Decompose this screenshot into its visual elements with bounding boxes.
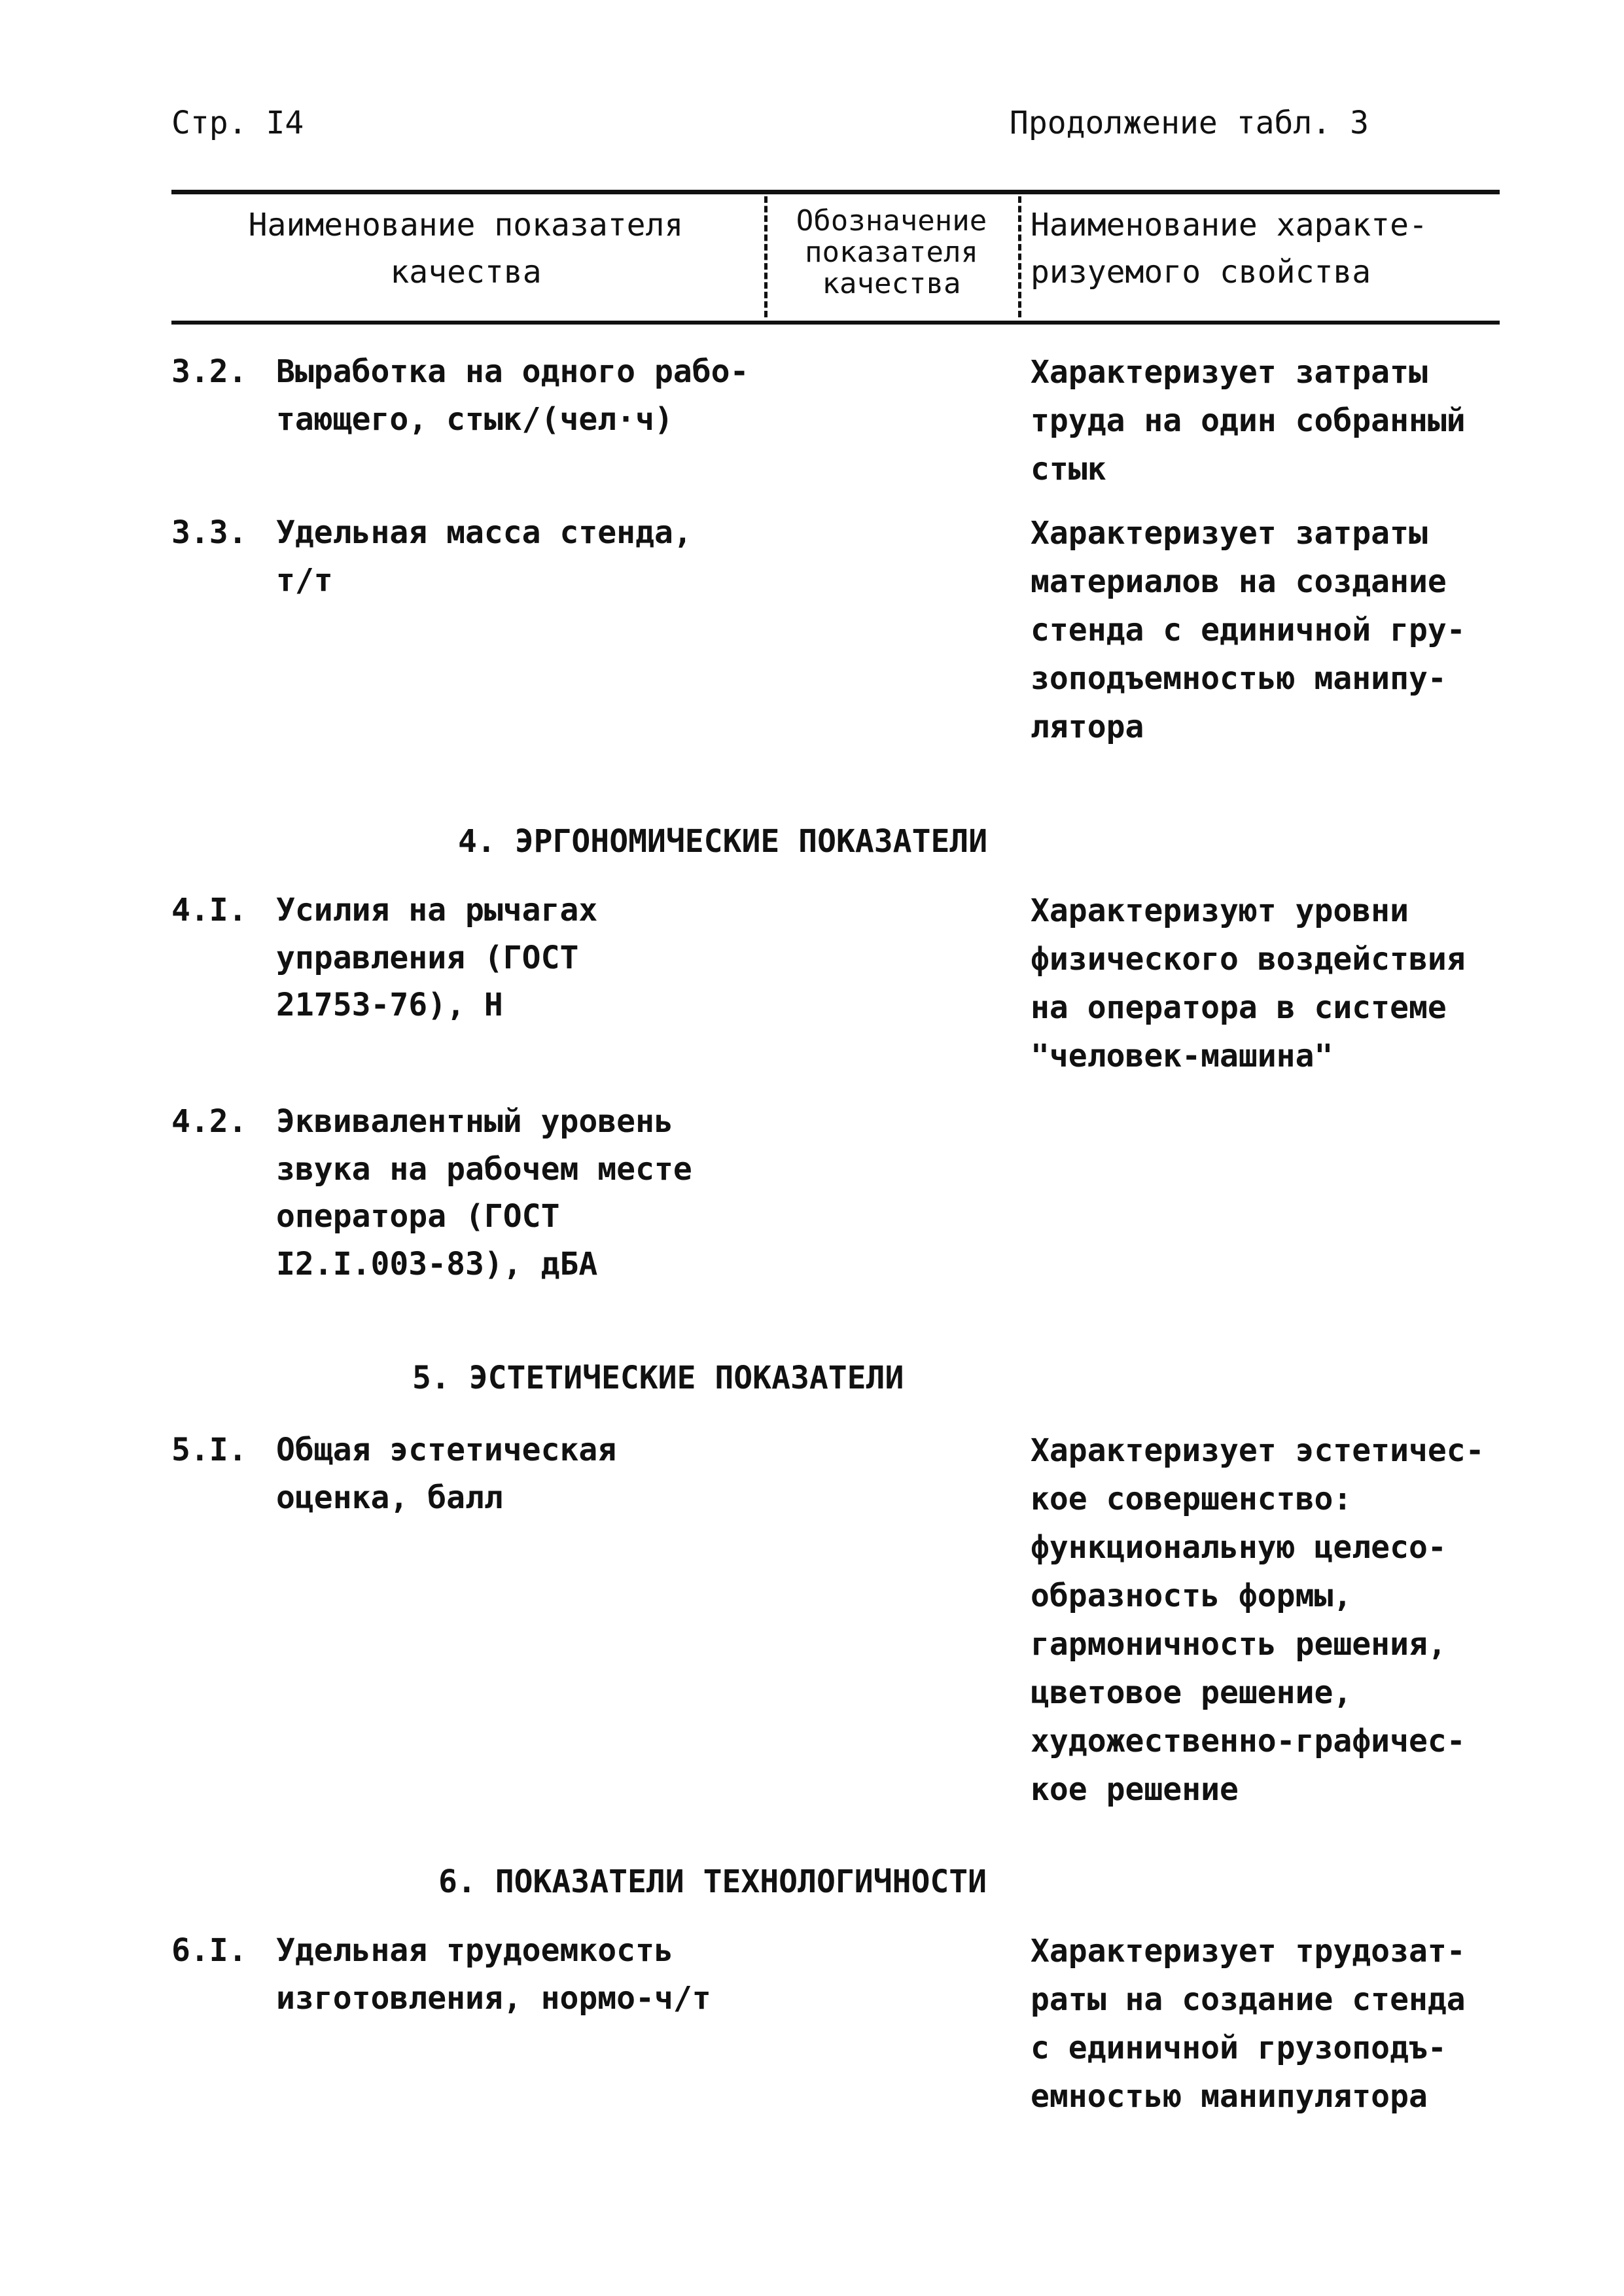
- property-description: Характеризует затраты материалов на создание стенда с единичной гру- зоподъемностью манипу- лятора: [1031, 515, 1466, 745]
- indicator-name: Усилия на рычагах управления (ГОСТ 21753-76), Н: [276, 892, 598, 1023]
- indicator-name: Общая эстетическая оценка, балл: [276, 1432, 617, 1516]
- column-header-indicator-symbol: Обозначение показателя качества: [796, 204, 987, 300]
- section-heading-manufacturability: 6. ПОКАЗАТЕЛИ ТЕХНОЛОГИЧНОСТИ: [438, 1863, 987, 1900]
- row-number: 3.2.: [171, 353, 247, 390]
- page-number: Стр. I4: [171, 105, 304, 141]
- table-header-rule: [171, 321, 1500, 325]
- column-header-indicator-name: Наименование показателя качества: [248, 207, 684, 291]
- row-number: 5.I.: [171, 1432, 247, 1468]
- row-number: 6.I.: [171, 1932, 247, 1969]
- row-number: 4.2.: [171, 1103, 247, 1140]
- property-description: Характеризует трудозат- раты на создание стенда с единичной грузоподъ- емностью манипулятора: [1031, 1933, 1466, 2115]
- indicator-name: Эквивалентный уровень звука на рабочем месте оператора (ГОСТ I2.I.003-83), дБА: [276, 1103, 692, 1282]
- column-separator: [1018, 196, 1021, 317]
- section-heading-aesthetic: 5. ЭСТЕТИЧЕСКИЕ ПОКАЗАТЕЛИ: [412, 1360, 904, 1396]
- indicator-name: Удельная масса стенда, т/т: [276, 514, 692, 599]
- indicator-name: Выработка на одного рабо- тающего, стык/(чел·ч): [276, 353, 749, 438]
- column-header-property-name: Наименование характе- ризуемого свойства: [1031, 207, 1428, 291]
- section-heading-ergonomic: 4. ЭРГОНОМИЧЕСКИЕ ПОКАЗАТЕЛИ: [458, 823, 988, 860]
- page-header: [171, 105, 1369, 150]
- row-number: 3.3.: [171, 514, 247, 551]
- property-description: Характеризуют уровни физического воздействия на оператора в системе "человек-машина": [1031, 892, 1466, 1074]
- property-description: Характеризует эстетичес- кое совершенство: функциональную целесо- образность формы, гармоничность решения, цветовое решение, художественно-графичес- кое решение: [1031, 1432, 1485, 1808]
- indicator-name: Удельная трудоемкость изготовления, нормо-ч/т: [276, 1932, 711, 2017]
- row-number: 4.I.: [171, 892, 247, 928]
- property-description: Характеризует затраты труда на один собранный стык: [1031, 354, 1466, 487]
- table-continuation-label: Продолжение табл. 3: [1009, 105, 1369, 141]
- table-top-rule: [171, 190, 1500, 194]
